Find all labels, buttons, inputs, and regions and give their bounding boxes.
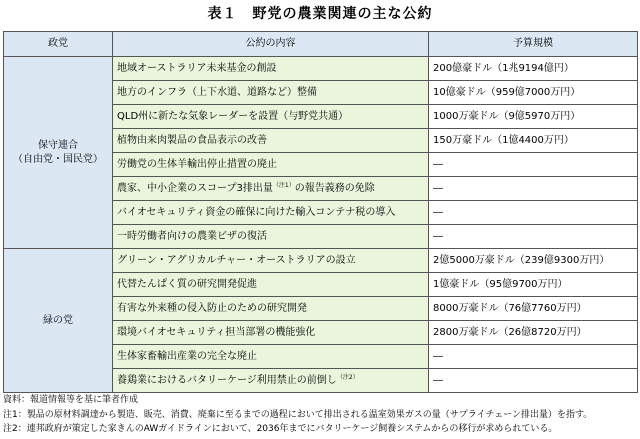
table-row	[4, 249, 638, 273]
budget-cell: 1億豪ドル（95億9700万円）	[429, 273, 638, 297]
content-cell: 地域オーストラリア未来基金の創設	[113, 57, 429, 81]
party-name-coalition: 保守連合	[38, 139, 78, 151]
policy-table	[3, 31, 638, 393]
budget-cell: 1000万豪ドル（9億5970万円）	[429, 105, 638, 129]
content-cell: 環境バイオセキュリティ担当部署の機能強化	[113, 321, 429, 345]
content-cell: 地方のインフラ（上下水道、道路など）整備	[113, 81, 429, 105]
budget-cell: ―	[429, 369, 638, 393]
content-text-after: の報告義務の免除	[294, 182, 375, 194]
budget-cell: ―	[429, 153, 638, 177]
budget-cell: 200億豪ドル（1兆9194億円）	[429, 57, 638, 81]
party-cell-greens: 緑の党	[4, 249, 113, 393]
party-cell-coalition	[4, 57, 113, 249]
party-members-coalition: （自由党・国民党）	[13, 153, 103, 165]
content-text: 農家、中小企業のスコープ3排出量	[117, 182, 273, 194]
header-content: 公約の内容	[113, 32, 429, 57]
content-cell	[113, 369, 429, 393]
content-cell: 有害な外来種の侵入防止のための研究開発	[113, 297, 429, 321]
content-cell: QLD州に新たな気象レーダーを設置（与野党共通）	[113, 105, 429, 129]
table-title: 表１ 野党の農業関連の主な公約	[207, 6, 433, 22]
budget-cell: 8000万豪ドル（76億7760万円）	[429, 297, 638, 321]
budget-cell: ―	[429, 177, 638, 201]
content-cell	[113, 177, 429, 201]
header-row	[4, 32, 638, 57]
content-text: 養鶏業におけるバタリーケージ利用禁止の前倒し	[117, 374, 337, 386]
budget-cell: 150万豪ドル（1億4400万円）	[429, 129, 638, 153]
budget-cell: ―	[429, 201, 638, 225]
budget-cell: ―	[429, 225, 638, 249]
budget-cell: 2億5000万豪ドル（239億9300万円）	[429, 249, 638, 273]
budget-cell: 2800万豪ドル（26億8720万円）	[429, 321, 638, 345]
content-cell: 生体家畜輸出産業の完全な廃止	[113, 345, 429, 369]
header-party: 政党	[4, 32, 113, 57]
table-row	[4, 57, 638, 81]
budget-cell: ―	[429, 345, 638, 369]
note-ref-1: （注1）	[272, 181, 295, 189]
content-cell: 労働党の生体羊輸出停止措置の廃止	[113, 153, 429, 177]
content-cell: 代替たんぱく質の研究開発促進	[113, 273, 429, 297]
content-cell: バイオセキュリティ資金の確保に向けた輸入コンテナ税の導入	[113, 201, 429, 225]
footnote-2: 注2：連邦政府が策定した家きんのAWガイドラインにおいて、2036年までにバタリーケージ飼養システムからの移行が求められている。	[3, 424, 558, 434]
content-cell: 植物由来肉製品の食品表示の改善	[113, 129, 429, 153]
source-note: 資料：報道情報等を基に筆者作成	[3, 395, 139, 405]
footnote-1: 注1：製品の原材料調達から製造、販売、消費、廃棄に至るまでの過程において排出される温室効果ガスの量（サプライチェーン排出量）を指す。	[3, 409, 593, 420]
content-cell: グリーン・アグリカルチャー・オーストラリアの設立	[113, 249, 429, 273]
footnotes	[3, 393, 640, 437]
header-budget: 予算規模	[429, 32, 638, 57]
content-cell: 一時労働者向けの農業ビザの復活	[113, 225, 429, 249]
note-ref-2: （注2）	[336, 373, 359, 381]
budget-cell: 10億豪ドル（959億7000万円）	[429, 81, 638, 105]
